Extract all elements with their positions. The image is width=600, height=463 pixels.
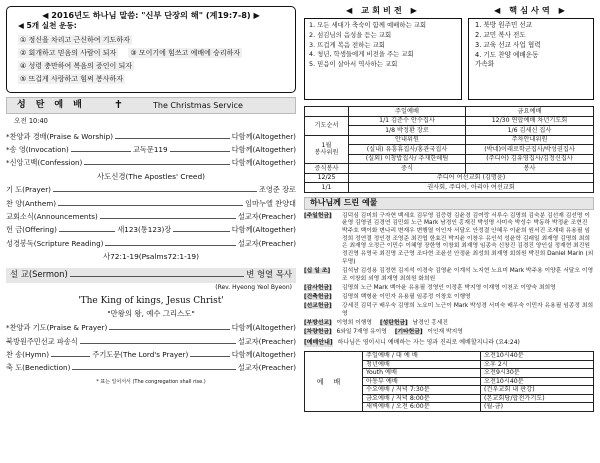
offering-block: [건축헌금] 김명희 백형윤 이민자 유용필 임종정 이창호 이행영 bbox=[304, 293, 471, 300]
core-mission bbox=[468, 6, 594, 106]
order-row: *신앙고백(Confession) 다함께(Altogether) bbox=[6, 158, 296, 168]
church-vision bbox=[304, 6, 462, 106]
mission-item: 1. 북방 원주민 선교 bbox=[475, 21, 533, 30]
offering-block: [십 일 조] 김석남 김성용 김정현 김지석 이경숙 김영윤 이계석 노지현 노요미 Mark 박주용 이양훈 서달오 이영조 이창회 외영 최재영 최희원 화희원 bbox=[304, 267, 594, 282]
table-row: 1월 봉사위원 안내위원 주차안내위원 bbox=[305, 135, 594, 145]
creed-line: 사도신경(The Apostles' Creed) bbox=[96, 171, 206, 181]
motto-item: ① 정신을 차리고 근신하여 기도하자 bbox=[20, 36, 130, 45]
preacher-name: 변 형열 목사 bbox=[246, 269, 292, 280]
order-row: 북방원주민선교 파송식 설교자(Preacher) bbox=[6, 336, 296, 346]
vision-item: 3. 뜨겁게 복음 전하는 교회 bbox=[309, 40, 385, 49]
table-row: 주일예배 금요예배 bbox=[305, 107, 594, 117]
worship-times-head: 예배 bbox=[305, 352, 363, 412]
mission-item: 4. 기도 찬양 예배운동 bbox=[475, 50, 539, 59]
notice-text: 하나님은 영이시니 예배하는 자는 영과 진리로 예배할지니라 (요4:24) bbox=[337, 339, 520, 347]
order-row: 성경봉독(Scripture Reading) 설교자(Preacher) bbox=[6, 238, 296, 248]
offering-inline-row: [차량헌금] 6와일 7재영 유이영 [기타헌금] 이인재 박지영 bbox=[304, 328, 463, 335]
mission-item: 가속화 bbox=[475, 60, 495, 69]
order-row: 기 도(Prayer) 조영준 장로 bbox=[6, 185, 296, 195]
table-row: 예배 주일예배 / 대 예 배 오전10시40분 bbox=[305, 352, 594, 361]
left-column bbox=[6, 6, 296, 458]
sermon-band bbox=[6, 268, 296, 283]
motto-subtitle: ◀ 5개 실천 운동: bbox=[18, 21, 77, 31]
order-row: *찬양과 경배(Praise & Worship) 다함께(Altogether) bbox=[6, 131, 296, 141]
table-row: 새벽예배 / 오전 6:00분 (월-금) bbox=[305, 403, 594, 412]
order-row: 교회소식(Announcements) 설교자(Preacher) bbox=[6, 211, 296, 221]
order-row: *찬양과 기도(Praise & Prayer) 다함께(Altogether) bbox=[6, 323, 296, 333]
order-row: 찬 양(Anthem) 임마누엘 찬양대 bbox=[6, 198, 296, 208]
table-row: 금요예배 / 저녁 8:00분 (본교회당/합전가기도) bbox=[305, 394, 594, 403]
motto-item: ② 회개하고 믿음의 사람이 되자 bbox=[20, 49, 117, 58]
vision-item: 4. 청년, 학생들에게 비전을 주는 교회 bbox=[309, 50, 414, 59]
table-row: 수요예배 / 저녁 7:30분 (건우교회 내 판강) bbox=[305, 386, 594, 395]
table-row: 증식봉사 중식 봉사 bbox=[305, 164, 594, 174]
vision-item: 1. 모든 세대가 축숙이 함께 예배하는 교회 bbox=[309, 21, 427, 30]
offerings-list bbox=[304, 213, 594, 337]
vision-item: 5. 믿음이 살아서 역사하는 교회 bbox=[309, 59, 398, 68]
worship-times-table bbox=[304, 351, 594, 412]
motto-item: ⑤ 뜨겁게 사랑하고 힘써 봉사하자 bbox=[20, 75, 124, 84]
offering-inline-row: [부방선교] 이영희 이행영 [성탄헌금] 남경인 홍세진 bbox=[304, 319, 448, 326]
table-row: (실내) 유흥휴집사/홍관국집사 (박네)이래로학군집사/박성권집사 bbox=[305, 145, 594, 155]
vision-title: ◀ 교회비전 ▶ bbox=[346, 5, 420, 15]
offering-block: [선교헌금] 강세진 김덕구 배우숙 김명희 노요미 노근이 Mark 박성경 서미숙 배우숙 이민자 유용필 임종정 최희영 bbox=[304, 302, 594, 317]
rise-note: * 표는 일어서서 (The congregation shall rise.) bbox=[96, 378, 206, 385]
mission-title: ◀ 핵심사역 ▶ bbox=[494, 5, 568, 15]
table-row: 1/8 박정환 장로 1/6 김세신 집사 bbox=[305, 126, 594, 136]
table-row: 청년예배 오후 2시 bbox=[305, 360, 594, 369]
motto-title: ◀ 2016년도 하나님 말씀: "신부 단장의 해" (계19:7-8) ▶ bbox=[42, 10, 260, 20]
sermon-label: 설 교(Sermon) bbox=[10, 269, 68, 280]
cross-icon: ✝ bbox=[113, 98, 123, 112]
table-row: 기도순서 1/1 김준수 안수집사 12/30 연합예배 차년기도회 bbox=[305, 116, 594, 126]
duty-table bbox=[304, 106, 594, 193]
order-row: 찬 송(Hymn) 주기도문(The Lord's Prayer) 다함께(Altogether) bbox=[6, 350, 296, 360]
service-time: 오전 10:40 bbox=[14, 117, 48, 125]
order-row: 헌 금(Offering) 새123(통123)장 다함께(Altogether) bbox=[6, 225, 296, 235]
worship-notice bbox=[304, 340, 594, 347]
order-of-service bbox=[6, 118, 296, 386]
notice-label: [예배안내] bbox=[304, 339, 333, 347]
vision-item: 2. 섬김님의 음성을 듣는 교회 bbox=[309, 30, 392, 39]
service-title-english: The Christmas Service bbox=[153, 100, 243, 110]
right-column bbox=[304, 6, 594, 458]
table-row: 12/25 주디어 여선교회 (김명윤) bbox=[305, 173, 594, 183]
sermon-title-korean: "만왕의 왕, 예수 그리스도" bbox=[107, 308, 195, 318]
table-row: 아동부 예배 오전10시40분 bbox=[305, 377, 594, 386]
motto-item: ④ 성령 충만하여 복음의 증인이 되자 bbox=[20, 62, 133, 71]
offerings-title: 하나님께 드린 예물 bbox=[304, 197, 594, 210]
service-title-band bbox=[6, 97, 296, 114]
offering-block: [주일헌금] 김덕심 김미희 구자현 백세호 김무영 김증령 김윤경 김여랑 서루수 김명희 김숙분 김선재 김선명 이윤영 김영권 김경연 김민회 노근 Mark 남경인 홍재진 박성명 사미숙 박성수 박동하 박정윤 조현진 박주호 백이화 변나리 변재우 변행열 이인자 서달오 안정결 안혜우 이윤희 원서진 조재대 유용필 임정희 정연결 정인경 조영준 최진엽 한효진 박지윤 이창우 유인석 성윤학 김래일 최재영 김명희 최희은 최재영 오정근 이민수 이혜영 장한영 이창회 최재영 임종숙 신창진 김경진 양인실 정재현 최진원 정진영 유영국 최진명 조근영 조다현 조윤선 안정윤 최성희 최재영 회희원 박진희 Daniel Marin (외 무명) bbox=[304, 212, 594, 265]
mission-item: 2. 교민 복사 전도 bbox=[475, 31, 526, 40]
motto-item: ③ 모이기에 힘쓰고 예배에 승리하자 bbox=[130, 49, 241, 58]
service-title-korean: 성탄예배 bbox=[17, 100, 92, 111]
mission-item: 3. 교육 선교 사업 협력 bbox=[475, 40, 541, 49]
motto-box bbox=[6, 6, 296, 93]
scripture-line: 사72:1-19(Psalms72:1-19) bbox=[102, 252, 200, 262]
offering-block: [감사헌금] 김명희 노근 Mark 백아윤 유용필 정영인 이정훈 박지영 이재영 이천조 이양숙 최희영 bbox=[304, 284, 556, 291]
table-row: 1/1 권사회, 주디어, 아리아 여선교회 bbox=[305, 183, 594, 193]
table-row: (실외) 이창밥집사/ 추재한해팀 (주디어) 김유영집사/김정신집사 bbox=[305, 154, 594, 164]
preacher-english: (Rev. Hyeong Yeol Byeon) bbox=[215, 284, 292, 292]
sermon-title-english: 'The King of kings, Jesus Christ' bbox=[78, 296, 224, 307]
order-row: 축 도(Benediction) 설교자(Preacher) bbox=[6, 363, 296, 373]
order-row: *송 영(Invocation) 교독문119 다함께(Altogether) bbox=[6, 144, 297, 154]
table-row: Youth 예배 오전9시30분 bbox=[305, 369, 594, 378]
